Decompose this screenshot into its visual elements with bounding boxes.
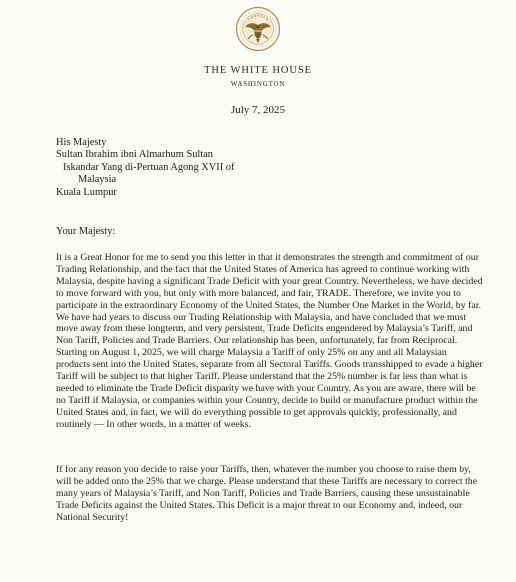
letterhead-title: THE WHITE HOUSE [204,65,312,76]
salutation: Your Majesty: [56,226,116,237]
recipient-line: His Majesty [56,137,107,148]
recipient-address [56,137,476,199]
recipient-line: Sultan Ibrahim ibni Almarhum Sultan [56,149,214,161]
letter-date: July 7, 2025 [230,104,286,116]
body-paragraph: If for any reason you decide to raise your Tariffs, then, whatever the number you choose to raise them by, will be added onto the 25% that we charge. Please understand that these Tariffs are necessary to correct the many years of Malaysia’s Tariff, and Non Tariff, Policies and Trade Barriers, causing these unsustainable Trade Deficits against the United States. This Deficit is a major threat to our Economy and, indeed, our National Security! [56,464,478,523]
presidential-seal-icon [235,6,281,52]
letterhead-subtitle: WASHINGTON [230,80,286,88]
recipient-line: Malaysia [78,174,117,186]
body-paragraph: It is a Great Honor for me to send you this letter in that it demonstrates the strength and commitment of our Trading Relationship, and the fact that the United States of America has agreed to continue working with Malaysia, despite having a significant Trade Deficit with your great Country. Nevertheless, we have decided to move forward with you, but only with more balanced, and fair, TRADE. Therefore, we invite you to participate in the extraordinary Economy of the United States, the Number One Market in the World, by far. We have had years to discuss our Trading Relationship with Malaysia, and have concluded that we must move away from these longterm, and very persistent, Trade Deficits engendered by Malaysia’s Tariff, and Non Tariff, Policies and Trade Barriers. Our relationship has been, unfortunately, far from Reciprocal. Starting on August 1, 2025, we will charge Malaysia a Tariff of only 25% on any and all Malaysian products sent into the United States, separate from all Sectoral Tariffs. Goods transshipped to evade a higher Tariff will be subject to that higher Tariff. Please understand that the 25% number is far less than what is needed to eliminate the Trade Deficit disparity we have with your Country. As you are aware, there will be no Tariff if Malaysia, or companies within your Country, decide to build or manufacture product within the United States and, in fact, we will do everything possible to get approvals quickly, professionally, and routinely — In other words, in a matter of weeks. [56,252,483,430]
seal-graphic [235,6,281,52]
recipient-line: Kuala Lumpur [56,186,117,198]
recipient-line: Iskandar Yang di-Pertuan Agong XVII of [63,161,235,173]
letterhead [0,64,516,89]
